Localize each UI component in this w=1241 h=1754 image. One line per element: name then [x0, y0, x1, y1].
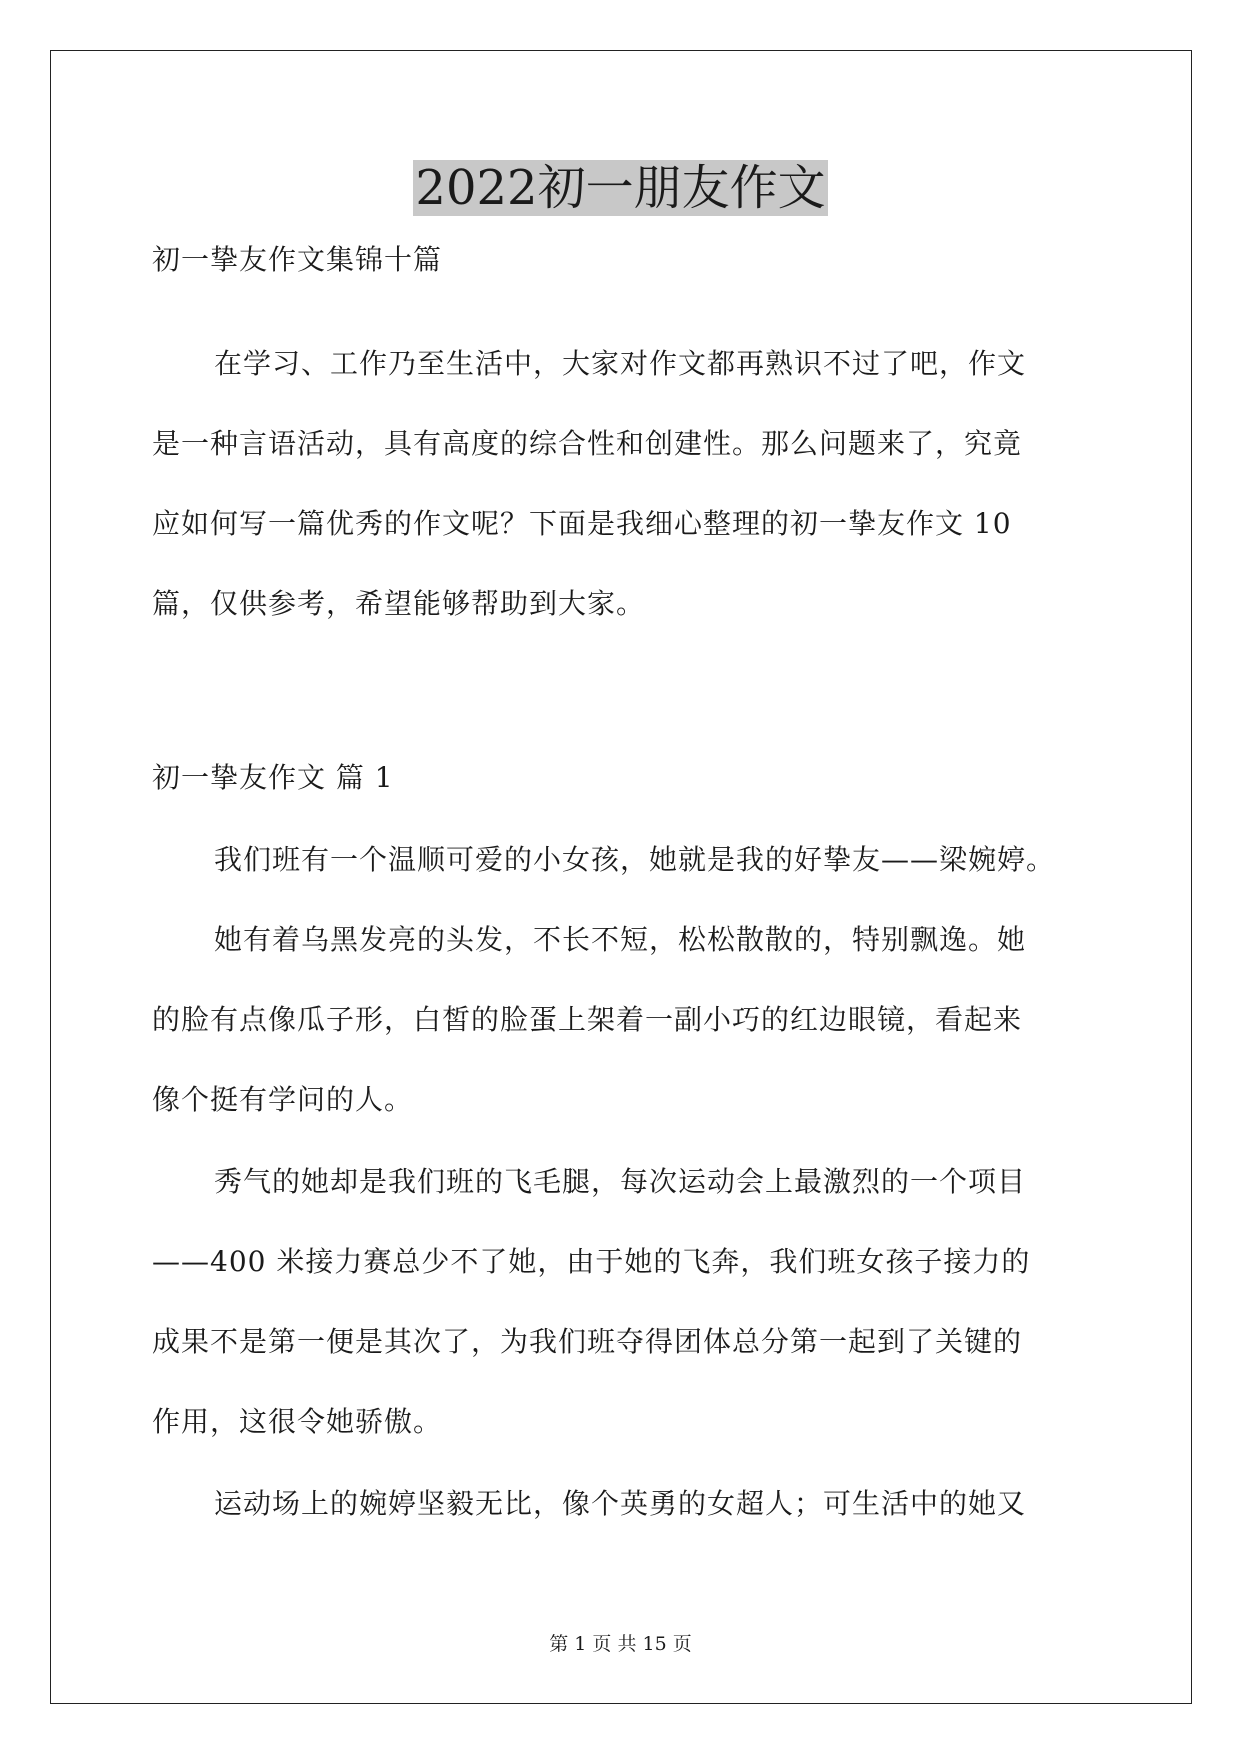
intro-line: 篇，仅供参考，希望能够帮助到大家。: [152, 587, 646, 620]
subtitle: 初一挚友作文集锦十篇: [152, 243, 443, 276]
body-line: ——400 米接力赛总少不了她，由于她的飞奔，我们班女孩子接力的: [152, 1245, 1031, 1278]
body-line: 她有着乌黑发亮的头发，不长不短，松松散散的，特别飘逸。她: [214, 923, 1027, 956]
document-title: [0, 158, 1241, 218]
title-text: 2022初一朋友作文: [415, 160, 826, 216]
intro-line: 在学习、工作乃至生活中，大家对作文都再熟识不过了吧，作文: [214, 347, 1027, 380]
body-line: 我们班有一个温顺可爱的小女孩，她就是我的好挚友——梁婉婷。: [214, 843, 1056, 876]
body-line: 运动场上的婉婷坚毅无比，像个英勇的女超人；可生活中的她又: [214, 1487, 1027, 1520]
body-line: 作用，这很令她骄傲。: [152, 1405, 443, 1438]
intro-line: 应如何写一篇优秀的作文呢？下面是我细心整理的初一挚友作文 10: [152, 507, 1012, 540]
body-line: 成果不是第一便是其次了，为我们班夺得团体总分第一起到了关键的: [152, 1325, 1023, 1358]
section-heading: 初一挚友作文 篇 1: [152, 761, 394, 794]
body-line: 的脸有点像瓜子形，白皙的脸蛋上架着一副小巧的红边眼镜，看起来: [152, 1003, 1023, 1036]
page-footer: 第 1 页 共 15 页: [549, 1633, 692, 1655]
intro-line: 是一种言语活动，具有高度的综合性和创建性。那么问题来了，究竟: [152, 427, 1023, 460]
body-line: 秀气的她却是我们班的飞毛腿，每次运动会上最激烈的一个项目: [214, 1165, 1027, 1198]
body-line: 像个挺有学问的人。: [152, 1083, 414, 1116]
